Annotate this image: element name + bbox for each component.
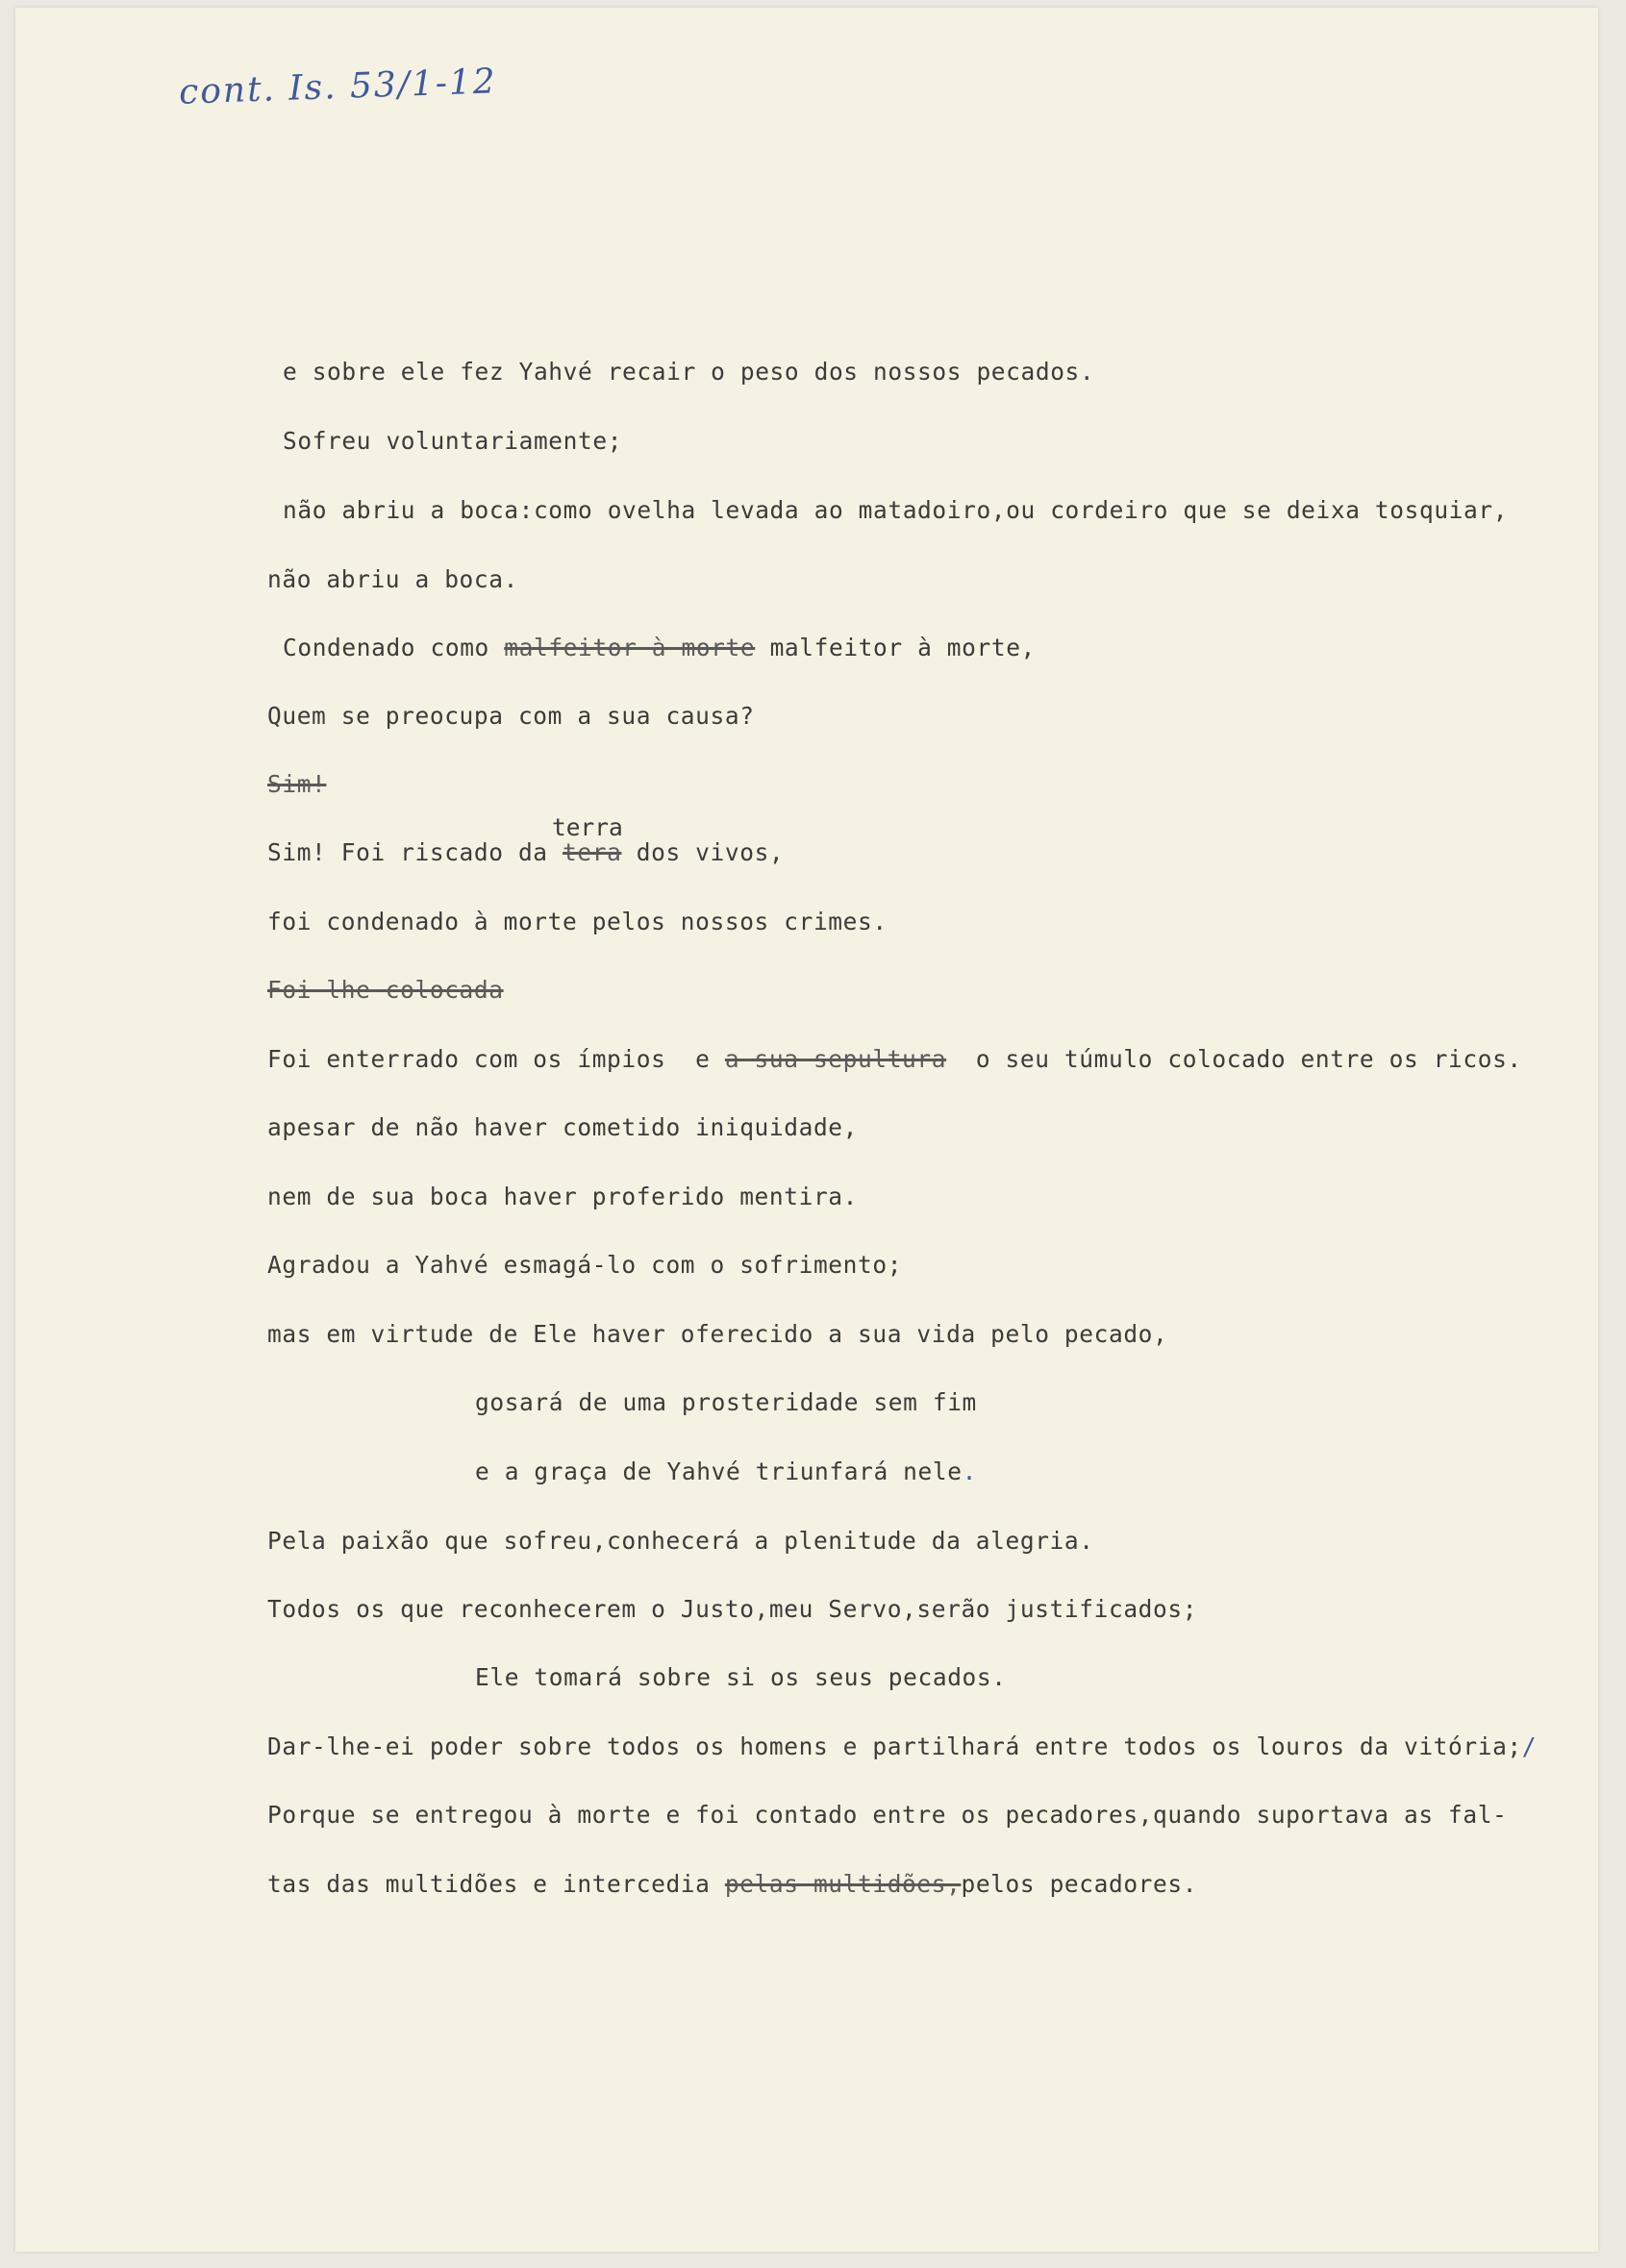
verse-line: não abriu a boca. — [267, 565, 518, 593]
verse-line: Sofreu voluntariamente; — [283, 427, 623, 455]
verse-line: e sobre ele fez Yahvé recair o peso dos nossos pecados. — [283, 358, 1095, 386]
verse-line: não abriu a boca:como ovelha levada ao matadoiro,ou cordeiro que se deixa tosquiar, — [283, 496, 1509, 524]
verse-line: apesar de não haver cometido iniquidade, — [267, 1113, 859, 1141]
struck-line: Sim! — [267, 770, 327, 798]
verse-line: mas em virtude de Ele haver oferecido a sua vida pelo pecado, — [267, 1320, 1168, 1348]
pen-mark: . — [962, 1458, 977, 1485]
struck-text: tera — [563, 838, 622, 866]
line-text: o seu túmulo colocado entre os ricos. — [946, 1045, 1522, 1073]
verse-line-with-deletion — [267, 1870, 1197, 1898]
verse-line-with-deletion — [267, 838, 784, 866]
line-text: malfeitor à morte, — [755, 634, 1036, 661]
interlinear-insertion: terra — [552, 813, 623, 841]
struck-text: a sua sepultura — [724, 1045, 947, 1073]
line-text: dos vivos, — [621, 838, 785, 866]
typed-page — [15, 8, 1598, 2252]
line-text: Foi enterrado com os ímpios e — [267, 1045, 725, 1073]
struck-line: Foi-lhe colocada — [267, 976, 504, 1004]
verse-line-with-deletion — [283, 634, 1036, 661]
verse-line-indented: gosará de uma prosteridade sem fim — [475, 1388, 977, 1416]
line-text: tas das multidões e intercedia — [267, 1870, 725, 1898]
line-text: Condenado como — [283, 634, 505, 661]
verse-line: Quem se preocupa com a sua causa? — [267, 702, 755, 730]
verse-line-with-deletion — [267, 1045, 1522, 1073]
line-text: e a graça de Yahvé triunfará nele — [475, 1458, 963, 1485]
line-text: Dar-lhe-ei poder sobre todos os homens e partilhará entre todos os louros da vitória; — [267, 1732, 1522, 1760]
verse-line-indented — [475, 1458, 977, 1485]
verse-line — [267, 1732, 1537, 1760]
verse-line-indented: Ele tomará sobre si os seus pecados. — [475, 1663, 1007, 1691]
verse-line: Pela paixão que sofreu,conhecerá a plenitude da alegria. — [267, 1527, 1094, 1555]
verse-line: Agradou a Yahvé esmagá-lo com o sofrimento; — [267, 1251, 903, 1279]
pen-mark: / — [1521, 1732, 1538, 1760]
line-text: pelos pecadores. — [961, 1870, 1198, 1898]
line-text: Sim! Foi riscado da — [267, 838, 563, 866]
verse-line: nem de sua boca haver proferido mentira. — [267, 1183, 859, 1210]
verse-line: Todos os que reconhecerem o Justo,meu Servo,serão justificados; — [267, 1595, 1198, 1623]
handwritten-annotation: cont. Is. 53/1-12 — [178, 62, 498, 112]
struck-text: malfeitor à morte — [504, 634, 756, 661]
verse-line: foi condenado à morte pelos nossos crimes. — [267, 908, 888, 935]
struck-text: pelas multidões, — [724, 1870, 962, 1898]
verse-line: Porque se entregou à morte e foi contado entre os pecadores,quando suportava as fal- — [267, 1801, 1508, 1829]
